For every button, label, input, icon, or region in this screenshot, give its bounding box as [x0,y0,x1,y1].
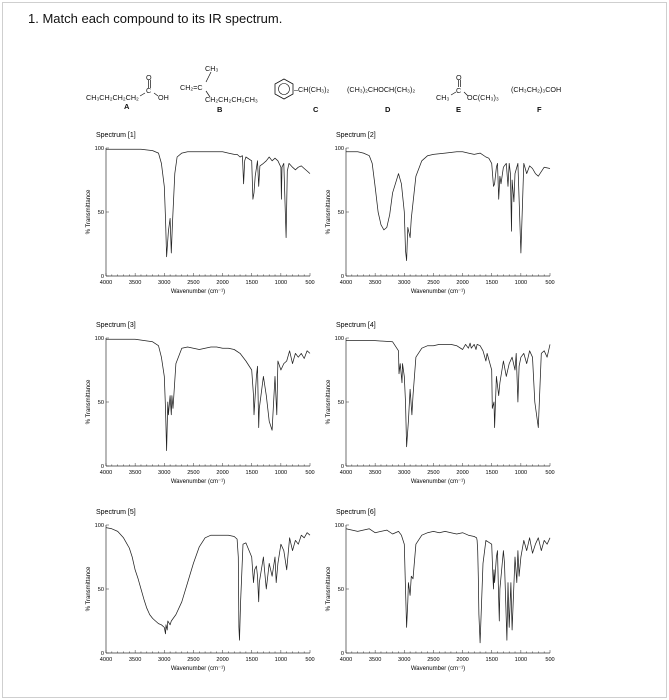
spectrum-trace [346,152,550,261]
spectrum-trace [346,341,550,447]
spectrum-title: Spectrum [5] [96,509,136,516]
x-tick-label: 3000 [158,280,171,286]
x-tick-label: 500 [305,280,315,286]
spectrum-title: Spectrum [1] [96,132,136,139]
x-tick-label: 4000 [339,657,353,663]
x-axis-label: Wavenumber (cm⁻¹) [170,479,226,485]
x-axis-label: Wavenumber (cm⁻¹) [170,289,226,295]
ir-spectrum-4 [322,318,562,493]
compound-e-carbonyl-c: C [456,86,462,95]
y-tick-label: 0 [100,274,104,280]
y-tick-label: 100 [94,146,104,152]
x-tick-label: 3500 [128,280,142,286]
x-tick-label: 1000 [274,470,288,476]
y-tick-label: 50 [97,587,104,593]
compound-b-methyl: CH₃ [205,64,219,73]
x-axis-label: Wavenumber (cm⁻¹) [410,479,466,485]
y-axis-label: % Transmittance [326,379,332,425]
ir-spectrum-5 [82,505,322,680]
x-tick-label: 1500 [485,280,498,286]
x-tick-label: 2500 [187,470,200,476]
ir-spectrum-2 [322,128,562,303]
x-tick-label: 3000 [158,657,171,663]
x-tick-label: 1000 [514,280,528,286]
spectrum-title: Spectrum [3] [96,322,136,329]
x-tick-label: 2000 [456,280,469,286]
x-tick-label: 1500 [485,470,498,476]
spectrum-trace [106,149,310,256]
x-tick-label: 4000 [339,280,353,286]
y-tick-label: 0 [100,464,104,470]
x-tick-label: 4000 [339,470,353,476]
x-tick-label: 2000 [456,657,469,663]
y-tick-label: 100 [334,336,344,342]
y-axis-label: % Transmittance [326,189,332,235]
x-tick-label: 4000 [99,657,113,663]
question-text: 1. Match each compound to its IR spectrum. [28,11,283,26]
x-tick-label: 3500 [368,280,382,286]
compound-a-carbonyl-o: O [146,73,152,82]
compound-a-oh: OH [158,93,169,102]
y-tick-label: 0 [340,274,344,280]
x-tick-label: 2500 [427,280,440,286]
ir-spectrum-6 [322,505,562,680]
y-axis-label: % Transmittance [326,566,332,612]
x-tick-label: 500 [545,657,555,663]
x-tick-label: 4000 [99,280,113,286]
compound-e-carbonyl-o: O [456,73,462,82]
y-axis-label: % Transmittance [86,379,92,425]
spectrum-title: Spectrum [2] [336,132,376,139]
x-tick-label: 1000 [274,657,288,663]
compound-e-methyl: CH₃ [436,93,450,102]
compound-a-carbonyl-c: C [146,86,152,95]
spectrum-title: Spectrum [4] [336,322,376,329]
x-tick-label: 1000 [274,280,288,286]
x-tick-label: 3500 [128,470,142,476]
x-tick-label: 2500 [427,657,440,663]
spectrum-title: Spectrum [6] [336,509,376,516]
x-tick-label: 500 [545,470,555,476]
x-tick-label: 3500 [128,657,142,663]
x-tick-label: 1500 [245,470,258,476]
y-tick-label: 50 [337,210,344,216]
y-tick-label: 50 [337,400,344,406]
x-tick-label: 3000 [398,280,411,286]
x-tick-label: 1500 [245,657,258,663]
x-tick-label: 2500 [187,657,200,663]
x-tick-label: 2000 [216,470,229,476]
x-tick-label: 1000 [514,657,528,663]
spectrum-trace [106,339,310,450]
x-tick-label: 4000 [99,470,113,476]
x-tick-label: 3500 [368,470,382,476]
y-axis-label: % Transmittance [86,189,92,235]
compound-b-chain: CH₂CH₂CH₂CH₃ [205,95,258,104]
compound-b-vinyl: CH₂=C [180,83,203,92]
x-axis-label: Wavenumber (cm⁻¹) [170,666,226,672]
y-axis-label: % Transmittance [86,566,92,612]
compound-c-substituent: –CH(CH₃)₂ [294,85,330,94]
x-tick-label: 2000 [216,280,229,286]
compound-b-label: B [217,105,223,114]
compound-f-formula: (CH₃CH₂)₃COH [511,85,562,94]
x-tick-label: 500 [305,470,315,476]
benzene-ring-icon [275,79,293,99]
x-axis-label: Wavenumber (cm⁻¹) [410,666,466,672]
y-tick-label: 0 [340,651,344,657]
x-tick-label: 3000 [398,657,411,663]
compound-e-tbutoxy: OC(CH₃)₃ [467,93,499,102]
compound-d-formula: (CH₃)₂CHOCH(CH₃)₂ [347,85,416,94]
spectrum-trace [106,528,310,641]
y-tick-label: 50 [97,210,104,216]
compound-a-chain: CH₃CH₂CH₂CH₂ [86,93,139,102]
structure-bonds [0,0,669,120]
x-tick-label: 2000 [216,657,229,663]
x-tick-label: 3500 [368,657,382,663]
ir-spectrum-1 [82,128,322,303]
y-tick-label: 0 [340,464,344,470]
compound-c-label: C [313,105,319,114]
x-tick-label: 3000 [398,470,411,476]
x-tick-label: 2500 [187,280,200,286]
spectrum-trace [346,529,550,643]
y-tick-label: 100 [94,523,104,529]
x-tick-label: 2500 [427,470,440,476]
compound-a-label: A [124,102,130,111]
y-tick-label: 100 [334,146,344,152]
compound-f-label: F [537,105,542,114]
x-tick-label: 1500 [245,280,258,286]
compound-d-label: D [385,105,391,114]
ir-spectrum-3 [82,318,322,493]
compound-e-label: E [456,105,462,114]
x-tick-label: 500 [305,657,315,663]
x-tick-label: 3000 [158,470,171,476]
y-tick-label: 100 [94,336,104,342]
x-tick-label: 2000 [456,470,469,476]
y-tick-label: 50 [337,587,344,593]
x-tick-label: 1500 [485,657,498,663]
y-tick-label: 0 [100,651,104,657]
y-tick-label: 50 [97,400,104,406]
y-tick-label: 100 [334,523,344,529]
x-axis-label: Wavenumber (cm⁻¹) [410,289,466,295]
x-tick-label: 1000 [514,470,528,476]
x-tick-label: 500 [545,280,555,286]
